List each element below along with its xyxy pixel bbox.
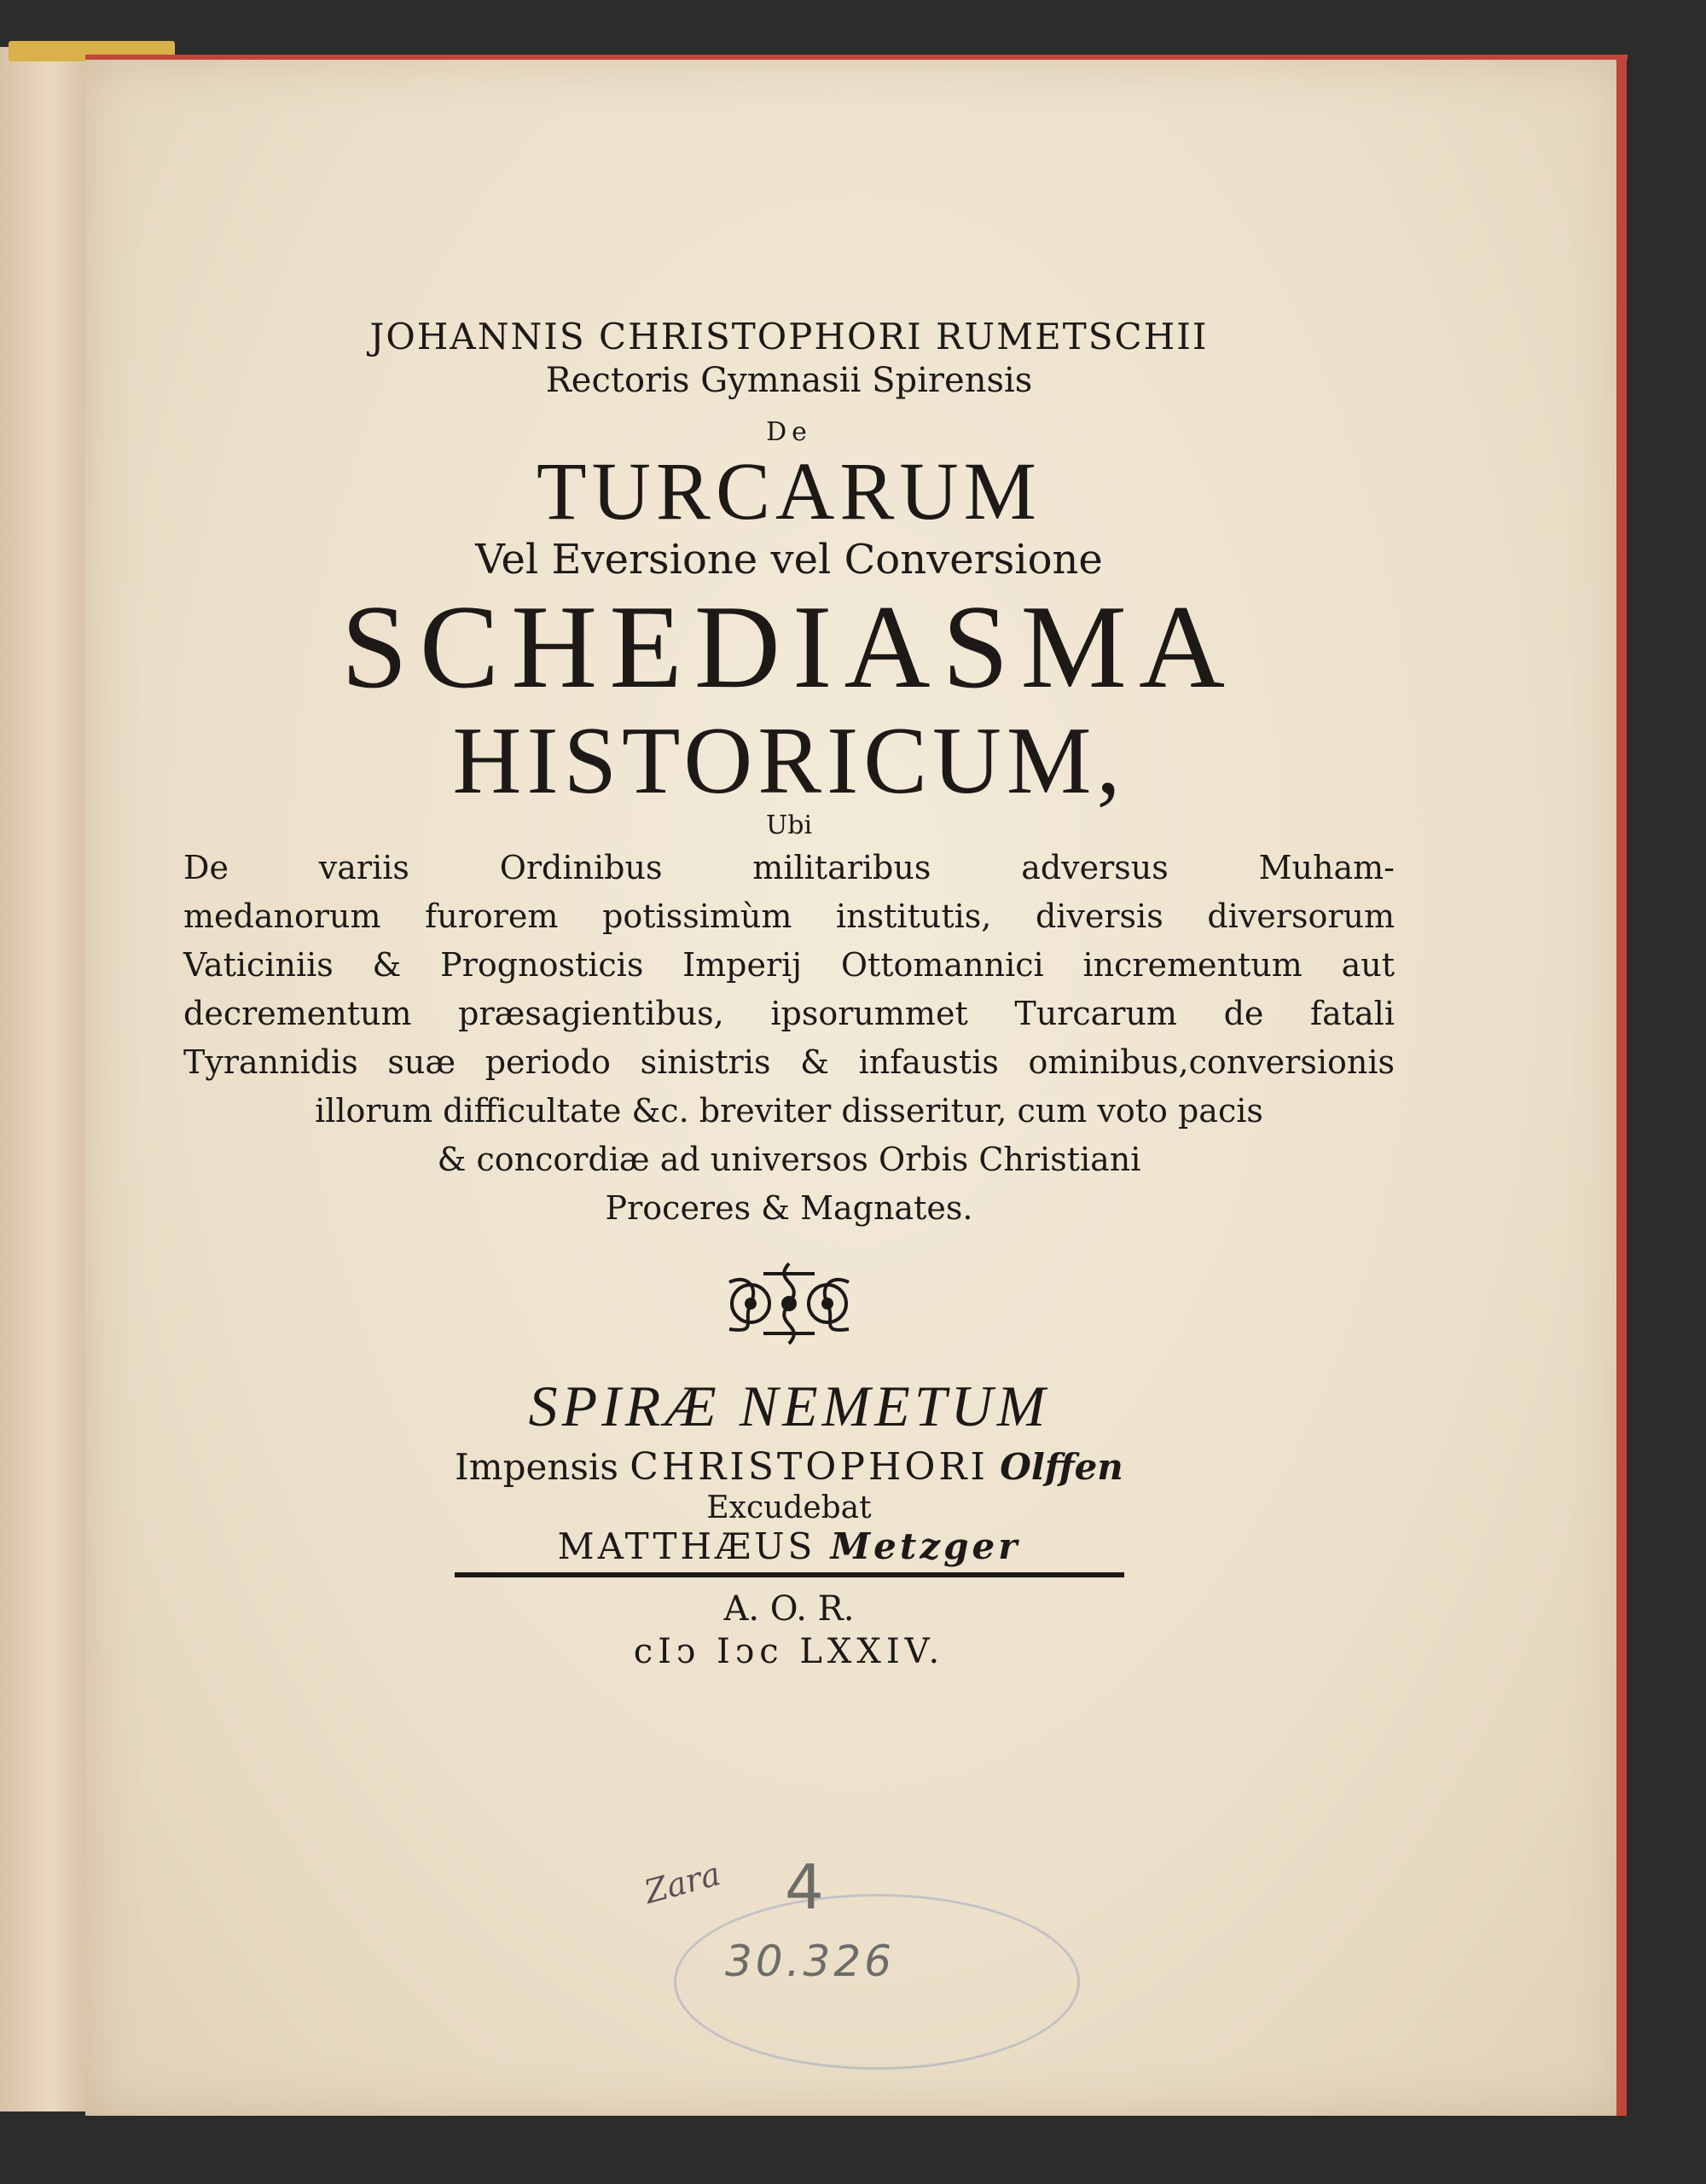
description-line: Proceres & Magnates. bbox=[605, 1189, 973, 1227]
imprint-rule bbox=[455, 1572, 1124, 1577]
printers-ornament bbox=[166, 1257, 1412, 1350]
title-schediasma: SCHEDIASMA bbox=[340, 581, 1238, 713]
publisher-surname: Olffen bbox=[1000, 1446, 1123, 1488]
description-line: medanorum furorem potissimùm institutis, diversis diversorum bbox=[183, 897, 1395, 935]
page-right-edge bbox=[1616, 60, 1627, 2116]
title-turcarum: TURCARUM bbox=[536, 445, 1042, 537]
title-de: De bbox=[766, 417, 812, 447]
printer-name: MATTHÆUS bbox=[557, 1525, 816, 1567]
author-name: JOHANNIS CHRISTOPHORI RUMETSCHII bbox=[369, 316, 1209, 357]
binding-gutter bbox=[0, 47, 88, 2111]
description-line: De variis Ordinibus militaribus adversus Muham- bbox=[183, 849, 1395, 886]
title-ubi: Ubi bbox=[765, 810, 813, 840]
publisher-name: CHRISTOPHORI bbox=[630, 1445, 989, 1489]
handwritten-signature: Zara bbox=[640, 1855, 725, 1911]
imprint-place: SPIRÆ NEMETUM bbox=[528, 1374, 1050, 1438]
title-subtitle: Vel Eversione vel Conversione bbox=[475, 536, 1103, 584]
description-line: Tyrannidis suæ periodo sinistris & infaustis ominibus,conversionis bbox=[183, 1043, 1395, 1081]
title-page-text bbox=[166, 316, 1412, 1671]
impensis-prefix: Impensis bbox=[455, 1446, 618, 1488]
author-role: Rectoris Gymnasii Spirensis bbox=[545, 361, 1033, 400]
printer-surname: Metzger bbox=[830, 1525, 1021, 1567]
imprint-excudebat: Excudebat bbox=[706, 1490, 872, 1525]
description-line: decrementum præsagientibus, ipsorummet Turcarum de fatali bbox=[183, 995, 1395, 1032]
imprint-year: cIↄ Iↄc LXXIV. bbox=[633, 1632, 945, 1671]
description bbox=[183, 844, 1395, 1233]
description-line: Vaticiniis & Prognosticis Imperij Ottomannici incrementum aut bbox=[183, 946, 1395, 984]
shelfmark-number: 30.326 bbox=[725, 1937, 895, 1986]
ornament-icon bbox=[712, 1257, 866, 1350]
shelfmark-letter: 4 bbox=[785, 1851, 824, 1923]
imprint-printer bbox=[166, 1525, 1412, 1567]
description-line: & concordiæ ad universos Orbis Christiani bbox=[437, 1141, 1141, 1178]
title-historicum: HISTORICUM, bbox=[452, 708, 1126, 814]
description-line: illorum difficultate &c. breviter disseritur, cum voto pacis bbox=[315, 1092, 1263, 1130]
imprint-aor: A. O. R. bbox=[723, 1589, 855, 1629]
imprint-publisher bbox=[166, 1445, 1412, 1489]
